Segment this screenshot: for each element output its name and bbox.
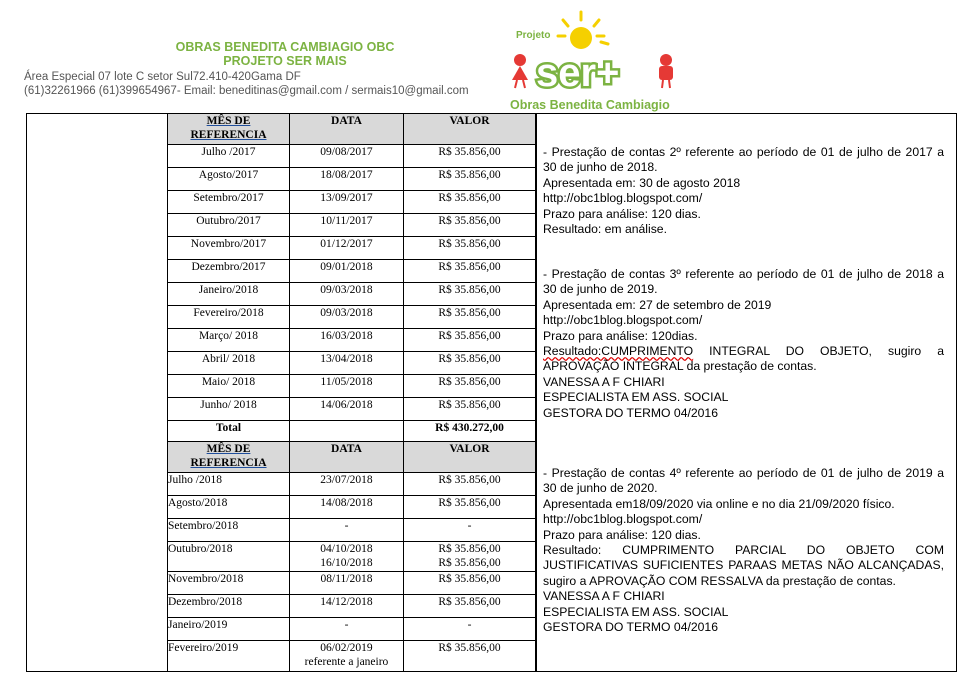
- date-cell: 13/09/2017: [290, 191, 404, 214]
- table-row: [168, 618, 536, 641]
- address-line: Área Especial 07 lote C setor Sul72.410-420Gama DF: [24, 71, 301, 83]
- note-title: - Prestação de contas 3º referente ao período de 01 de julho de 2018 a 30 de junho de 2019.: [543, 267, 944, 297]
- header-month: MÊS DE REFERENCIA: [168, 114, 290, 145]
- note-result-prefix: Resultado:CUMPRIMENTO: [543, 344, 694, 359]
- note-deadline: Prazo para análise: 120 dias.: [543, 206, 701, 221]
- value-cell: R$ 35.856,00: [404, 237, 536, 260]
- date-cell: 09/03/2018: [290, 283, 404, 306]
- note-accountability-4: [543, 466, 944, 635]
- sun-icon: [558, 12, 608, 49]
- table-row: [168, 595, 536, 618]
- date-cell: 13/04/2018: [290, 352, 404, 375]
- table-row: [168, 168, 536, 191]
- date-cell: 14/06/2018: [290, 398, 404, 421]
- signature-title: GESTORA DO TERMO 04/2016: [543, 405, 718, 420]
- date-cell: 16/03/2018: [290, 329, 404, 352]
- month-cell: Abril/ 2018: [168, 352, 290, 375]
- date-cell: 04/10/2018 16/10/2018: [290, 542, 404, 572]
- month-cell: Setembro/2017: [168, 191, 290, 214]
- date-cell: 10/11/2017: [290, 214, 404, 237]
- month-cell: Julho /2017: [168, 145, 290, 168]
- table-row: [168, 283, 536, 306]
- note-presented: Apresentada em: 30 de agosto 2018: [543, 175, 741, 190]
- date-cell: -: [290, 519, 404, 542]
- value-cell: -: [404, 618, 536, 641]
- signature-title: GESTORA DO TERMO 04/2016: [543, 620, 718, 635]
- table-row: [168, 306, 536, 329]
- table-row: [168, 496, 536, 519]
- note-accountability-2: [543, 145, 944, 237]
- date-cell: 09/03/2018: [290, 306, 404, 329]
- table-header-row: [168, 442, 536, 473]
- note-presented: Apresentada em18/09/2020 via online e no dia 21/09/2020 físico.: [543, 496, 895, 511]
- signature-name: VANESSA A F CHIARI: [543, 589, 665, 604]
- header-date: DATA: [290, 442, 404, 473]
- project-logo: [506, 8, 686, 114]
- month-cell: Janeiro/2018: [168, 283, 290, 306]
- value-cell: -: [404, 519, 536, 542]
- note-result: [543, 344, 944, 375]
- project-name: PROJETO SER MAIS: [223, 54, 347, 68]
- value-cell: R$ 35.856,00: [404, 473, 536, 496]
- header-date: DATA: [290, 114, 404, 145]
- table-row: [168, 191, 536, 214]
- total-value: R$ 430.272,00: [404, 421, 536, 444]
- value-cell: R$ 35.856,00: [404, 306, 536, 329]
- header-month: MÊS DE REFERENCIA: [168, 442, 290, 473]
- note-title: - Prestação de contas 2º referente ao período de 01 de julho de 2017 a 30 de junho de 2018.: [543, 145, 944, 175]
- signature-name: VANESSA A F CHIARI: [543, 374, 665, 389]
- date-cell: 23/07/2018: [290, 473, 404, 496]
- date-cell: 09/01/2018: [290, 260, 404, 283]
- value-cell: R$ 35.856,00: [404, 168, 536, 191]
- signature-role: ESPECIALISTA EM ASS. SOCIAL: [543, 604, 729, 619]
- table-row: [168, 329, 536, 352]
- child-figure-left-icon: [512, 54, 528, 88]
- value-cell: R$ 35.856,00: [404, 329, 536, 352]
- date-cell: 14/12/2018: [290, 595, 404, 618]
- date-cell: -: [290, 618, 404, 641]
- contacts-line: (61)32261966 (61)399654967- Email: beneditinas@gmail.com / sermais10@gmail.com: [24, 85, 469, 97]
- table-row: [168, 519, 536, 542]
- note-result: Resultado: CUMPRIMENTO PARCIAL DO OBJETO COM JUSTIFICATIVAS SUFICIENTES PARAAS METAS NÃO ALCANÇADAS, sugiro a APROVAÇÃO COM RESSALVA da prestação de contas.: [543, 543, 944, 588]
- signature-role: ESPECIALISTA EM ASS. SOCIAL: [543, 390, 729, 405]
- date-cell: 18/08/2017: [290, 168, 404, 191]
- note-link[interactable]: http://obc1blog.blogspot.com/: [543, 191, 703, 206]
- value-cell: R$ 35.856,00: [404, 283, 536, 306]
- table-row: [168, 473, 536, 496]
- table-row: [168, 398, 536, 421]
- note-deadline: Prazo para análise: 120 dias.: [543, 527, 701, 542]
- child-figure-right-icon: [659, 54, 673, 88]
- org-name: OBRAS BENEDITA CAMBIAGIO OBC: [175, 40, 395, 54]
- table-row: [168, 260, 536, 283]
- payments-table-2018-2019: [167, 441, 536, 672]
- value-cell: R$ 35.856,00: [404, 641, 536, 672]
- month-cell: Outubro/2018: [168, 542, 290, 572]
- value-cell: R$ 35.856,00: [404, 145, 536, 168]
- note-presented: Apresentada em: 27 de setembro de 2019: [543, 297, 772, 312]
- month-cell: Novembro/2018: [168, 572, 290, 595]
- header-value: VALOR: [404, 114, 536, 145]
- value-cell: R$ 35.856,00 R$ 35.856,00: [404, 542, 536, 572]
- value-cell: R$ 35.856,00: [404, 352, 536, 375]
- date-cell: 01/12/2017: [290, 237, 404, 260]
- value-cell: R$ 35.856,00: [404, 375, 536, 398]
- month-cell: Novembro/2017: [168, 237, 290, 260]
- month-cell: Julho /2018: [168, 473, 290, 496]
- address-block: [24, 70, 469, 98]
- payments-table-2017-2018: [167, 113, 536, 444]
- total-label: Total: [168, 421, 290, 444]
- value-cell: R$ 35.856,00: [404, 191, 536, 214]
- table-row: [168, 375, 536, 398]
- month-cell: Maio/ 2018: [168, 375, 290, 398]
- date-cell: 11/05/2018: [290, 375, 404, 398]
- month-cell: Fevereiro/2018: [168, 306, 290, 329]
- date-cell: 09/08/2017: [290, 145, 404, 168]
- logo-big-text: ser+: [536, 51, 620, 95]
- month-cell: Agosto/2017: [168, 168, 290, 191]
- month-cell: Março/ 2018: [168, 329, 290, 352]
- note-title: - Prestação de contas 4º referente ao período de 01 de julho de 2019 a 30 de junho de 2020.: [543, 466, 944, 496]
- note-link[interactable]: http://obc1blog.blogspot.com/: [543, 313, 703, 328]
- month-cell: Fevereiro/2019: [168, 641, 290, 672]
- value-cell: R$ 35.856,00: [404, 496, 536, 519]
- month-cell: Dezembro/2017: [168, 260, 290, 283]
- value-cell: R$ 35.856,00: [404, 260, 536, 283]
- note-link[interactable]: http://obc1blog.blogspot.com/: [543, 512, 703, 527]
- table-row: [168, 572, 536, 595]
- letterhead: [0, 0, 965, 114]
- note-result: Resultado: em análise.: [543, 222, 667, 237]
- table-row: [168, 214, 536, 237]
- date-cell: 14/08/2018: [290, 496, 404, 519]
- date-cell: 08/11/2018: [290, 572, 404, 595]
- table-row: [168, 352, 536, 375]
- header-value: VALOR: [404, 442, 536, 473]
- note-accountability-3: [543, 267, 944, 421]
- table-row: [168, 542, 536, 572]
- value-cell: R$ 35.856,00: [404, 595, 536, 618]
- month-cell: Setembro/2018: [168, 519, 290, 542]
- value-cell: R$ 35.856,00: [404, 398, 536, 421]
- table-header-row: [168, 114, 536, 145]
- date-cell: 06/02/2019 referente a janeiro: [290, 641, 404, 672]
- value-cell: R$ 35.856,00: [404, 214, 536, 237]
- value-cell: R$ 35.856,00: [404, 572, 536, 595]
- table-row: [168, 641, 536, 672]
- note-deadline: Prazo para análise: 120dias.: [543, 328, 698, 343]
- month-cell: Janeiro/2019: [168, 618, 290, 641]
- logo-caption: Obras Benedita Cambiagio: [510, 98, 670, 112]
- note-result-rest: INTEGRAL DO OBJETO, sugiro a APROVAÇÃO INTEGRAL da prestação de contas.: [543, 344, 944, 374]
- column-divider: [536, 113, 537, 672]
- month-cell: Outubro/2017: [168, 214, 290, 237]
- logo-small-text: Projeto: [516, 30, 551, 41]
- month-cell: Junho/ 2018: [168, 398, 290, 421]
- month-cell: Agosto/2018: [168, 496, 290, 519]
- month-cell: Dezembro/2018: [168, 595, 290, 618]
- table-row: [168, 145, 536, 168]
- table-row: [168, 237, 536, 260]
